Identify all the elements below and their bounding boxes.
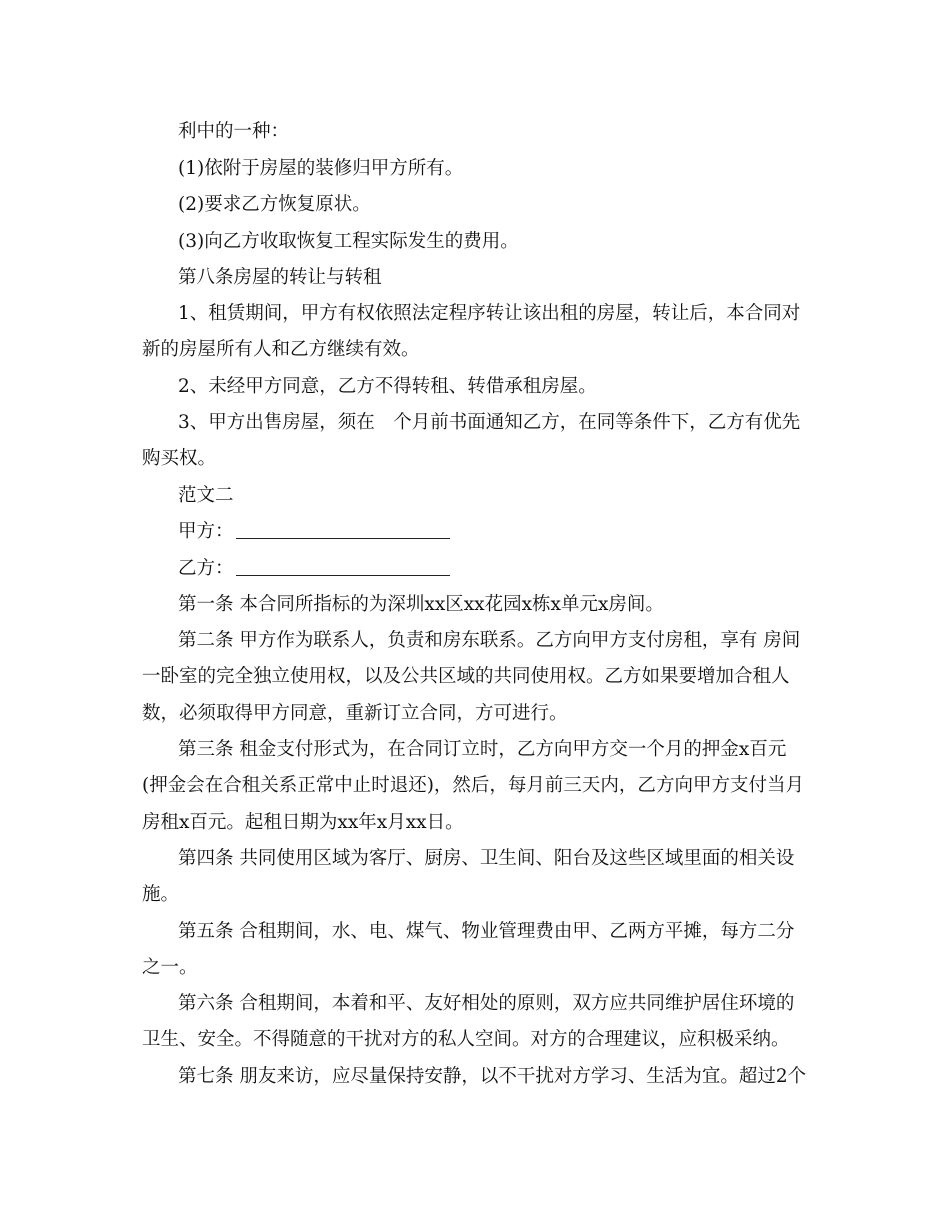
text-line: (押金会在合租关系正常中止时退还)，然后，每月前三天内，乙方向甲方支付当月 xyxy=(142,775,804,796)
text-line: 第六条 合租期间，本着和平、友好相处的原则，双方应共同维护居住环境的 xyxy=(178,993,795,1014)
text-line: 第三条 租金支付形式为，在合同订立时，乙方向甲方交一个月的押金x百元 xyxy=(178,739,787,760)
text-line: 2、未经甲方同意，乙方不得转租、转借承租房屋。 xyxy=(178,376,597,397)
text-line: 第二条 甲方作为联系人，负责和房东联系。乙方向甲方支付房租，享有 房间 xyxy=(178,630,801,651)
party-b-label: 乙方： xyxy=(178,558,234,579)
text-line: 新的房屋所有人和乙方继续有效。 xyxy=(142,339,420,360)
text-line: 施。 xyxy=(142,884,180,905)
text-line: 购买权。 xyxy=(142,448,217,469)
party-b-blank xyxy=(236,557,450,576)
party-a-label: 甲方： xyxy=(178,521,234,542)
text-line: 1、租赁期间，甲方有权依照法定程序转让该出租的房屋，转让后，本合同对 xyxy=(178,303,801,324)
text-line: 第七条 朋友来访，应尽量保持安静，以不干扰对方学习、生活为宜。超过2个 xyxy=(178,1066,807,1087)
text-line: 房租x百元。起租日期为xx年x月xx日。 xyxy=(142,812,464,833)
section-heading: 范文二 xyxy=(178,485,234,506)
text-line: (2)要求乙方恢复原状。 xyxy=(178,194,371,215)
party-b-row xyxy=(178,555,818,583)
section-heading: 第八条房屋的转让与转租 xyxy=(178,267,382,288)
text-line: 卫生、安全。不得随意的干扰对方的私人空间。对方的合理建议，应积极采纳。 xyxy=(142,1029,790,1050)
text-line: 之一。 xyxy=(142,957,198,978)
text-line: 第五条 合租期间，水、电、煤气、物业管理费由甲、乙两方平摊，每方二分 xyxy=(178,921,795,942)
text-line: 一卧室的完全独立使用权，以及公共区域的共同使用权。乙方如果要增加合租人 xyxy=(142,666,790,687)
text-line: 数，必须取得甲方同意，重新订立合同，方可进行。 xyxy=(142,703,568,724)
text-line: 利中的一种： xyxy=(178,121,290,142)
text-line: (1)依附于房屋的装修归甲方所有。 xyxy=(178,158,464,179)
party-a-row xyxy=(178,518,818,546)
text-line: 3、甲方出售房屋，须在 个月前书面通知乙方，在同等条件下，乙方有优先 xyxy=(178,412,801,433)
text-line: (3)向乙方收取恢复工程实际发生的费用。 xyxy=(178,231,519,252)
text-line: 第四条 共同使用区域为客厅、厨房、卫生间、阳台及这些区域里面的相关设 xyxy=(178,848,795,869)
text-line: 第一条 本合同所指标的为深圳xx区xx花园x栋x单元x房间。 xyxy=(178,594,664,615)
party-a-blank xyxy=(236,520,450,539)
